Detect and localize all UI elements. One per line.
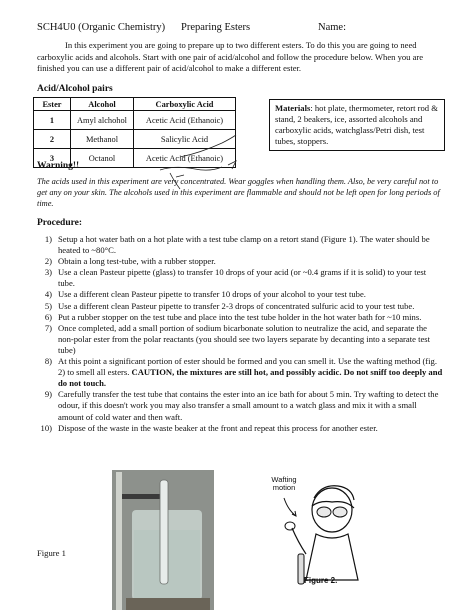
arm — [292, 528, 306, 554]
alcohol-cell: Methanol — [71, 130, 134, 149]
retort-rod — [116, 472, 122, 610]
step-text: Setup a hot water bath on a hot plate with a test tube clamp on a retort stand (Figure 1). The water should be heated to ~80°C. — [58, 234, 430, 256]
alcohol-cell: Octanol — [71, 149, 134, 168]
wafting-arrow — [284, 498, 296, 516]
procedure-heading: Procedure: — [37, 218, 83, 228]
figure-1-caption: Figure 1 — [37, 548, 66, 558]
step-text: Put a rubber stopper on the test tube and place into the test tube holder in the hot water bath for ~10 mins. — [58, 311, 422, 322]
step-text: Use a different clean Pasteur pipette to transfer 10 drops of your alcohol to your test tube. — [58, 289, 366, 300]
step-number: 4) — [44, 289, 52, 300]
list-item — [32, 356, 444, 389]
pairs-header-row — [34, 98, 236, 111]
hot-plate — [126, 598, 210, 610]
body — [306, 534, 358, 580]
goggles-left — [317, 507, 331, 517]
list-item — [32, 267, 444, 289]
handwritten-marks — [140, 125, 250, 195]
materials-text: : hot plate, thermometer, retort rod & stand, 2 beakers, ice, assorted alcohols and carboxylic acids, watchglass/Petri dish, test tubes, stoppers. — [275, 103, 438, 146]
materials-label: Materials — [275, 103, 311, 113]
step-number: 2) — [44, 256, 52, 267]
step-number: 6) — [44, 311, 52, 322]
figure-2-caption: Figure 2. — [304, 576, 338, 585]
materials-box — [269, 99, 445, 151]
step-text: Dispose of the waste in the waste beaker at the front and repeat this process for another ester. — [58, 422, 378, 433]
list-item — [32, 323, 444, 356]
step-text: Once completed, add a small portion of sodium bicarbonate solution to neutralize the acid, and separate the non-polar ester from the polar reactants (you should see two layers separate by decanting into a separate test tube) — [58, 322, 431, 355]
acid-cell: Salicylic Acid — [134, 130, 236, 149]
list-item — [32, 301, 444, 312]
col-header-ester: Ester — [34, 98, 71, 111]
step-text: At this point a significant portion of ester should be formed and you can smell it. Use the wafting method (fig. 2) to smell all esters. — [58, 356, 438, 378]
water-bath-illustration — [112, 470, 214, 610]
hand — [285, 522, 295, 530]
document-title: Preparing Esters — [181, 22, 251, 33]
step-text: Obtain a long test-tube, with a rubber stopper. — [58, 256, 216, 267]
ester-number: 3 — [34, 149, 71, 168]
test-tube — [160, 480, 168, 584]
step-text: Carefully transfer the test tube that contains the ester into an ice bath for about 5 min. Try wafting to detect the odour, if this doesn't work you may also transfer a small amount to a watch glass and mix it with a small amount of cold water and then waft. — [58, 389, 439, 422]
list-item — [32, 289, 444, 300]
col-header-alcohol: Alcohol — [71, 98, 134, 111]
list-item — [32, 312, 444, 323]
figure-1-photo — [112, 470, 214, 610]
procedure-list — [32, 234, 444, 434]
list-item — [32, 256, 444, 267]
warning-text: The acids used in this experiment are very concentrated. Wear goggles when handling them. Also, be very careful not to get any on your skin. The alcohols used in this experiment are flammable and should not be left open for long periods of time. — [37, 177, 440, 208]
course-code: SCH4U0 (Organic Chemistry) — [37, 22, 166, 33]
figure-2-illustration — [262, 470, 372, 600]
list-item — [32, 389, 444, 422]
alcohol-cell: Amyl alchohol — [71, 111, 134, 130]
step-number: 8) — [44, 356, 52, 367]
caution-text: CAUTION, the mixtures are still hot, and possibly acidic. Do not sniff too deeply and do not touch. — [58, 367, 443, 389]
list-item — [32, 423, 444, 434]
pairs-heading: Acid/Alcohol pairs — [37, 84, 113, 94]
ester-number: 2 — [34, 130, 71, 149]
step-text: Use a clean Pasteur pipette (glass) to transfer 10 drops of your acid (or ~0.4 grams if it is solid) to your test tube. — [58, 267, 427, 289]
step-number: 3) — [44, 267, 52, 278]
ester-number: 1 — [34, 111, 71, 130]
step-number: 10) — [40, 422, 52, 433]
step-number: 1) — [44, 234, 52, 244]
step-number: 7) — [44, 322, 52, 333]
step-number: 5) — [44, 300, 52, 311]
step-number: 9) — [44, 389, 52, 400]
list-item — [32, 234, 444, 256]
acid-cell: Acetic Acid (Ethanoic) — [134, 149, 236, 168]
col-header-acid: Carboxylic Acid — [134, 98, 236, 111]
acid-cell: Acetic Acid (Ethanoic) — [134, 111, 236, 130]
intro-paragraph: In this experiment you are going to prepare up to two different esters. To do this you are going to need carboxylic acids and alcohols. Start with one pair of acid/alcohol and follow the procedure below. When you are finished you can use a different pair of acid/alcohol to make a different ester. — [37, 40, 424, 74]
warning-heading: Warning!! — [37, 161, 80, 171]
name-label: Name: — [318, 22, 346, 33]
goggles-right — [333, 507, 347, 517]
wafting-motion-label: Wafting motion — [271, 475, 297, 492]
step-text: Use a different clean Pasteur pipette to transfer 2-3 drops of concentrated sulfuric acid to your test tube. — [58, 300, 415, 311]
clamp-arm — [122, 494, 162, 499]
